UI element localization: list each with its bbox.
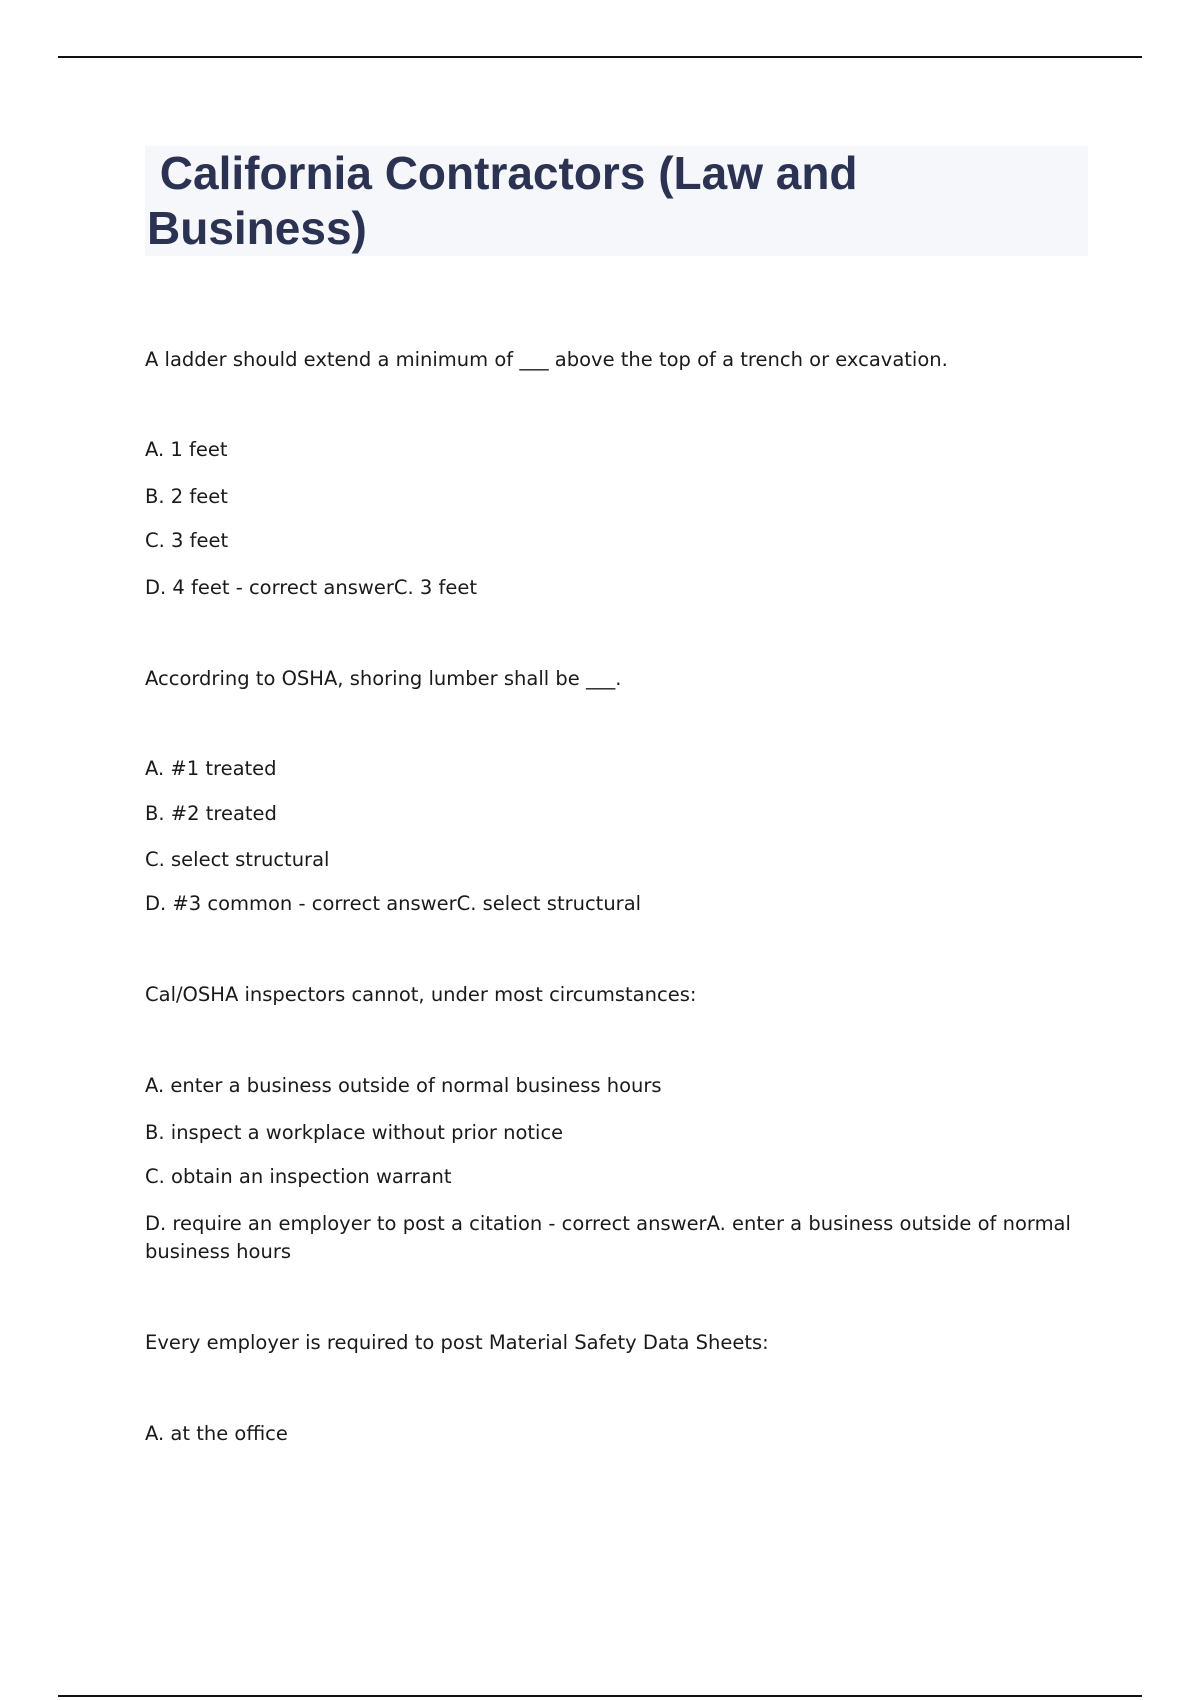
question-text: A ladder should extend a minimum of ___ above the top of a trench or excavation. [145,348,948,371]
question-text: Cal/OSHA inspectors cannot, under most circumstances: [145,983,697,1006]
question-text: Every employer is required to post Material Safety Data Sheets: [145,1331,769,1354]
document-title: California Contractors (Law and Business) [147,147,858,254]
answer-option: B. #2 treated [145,802,277,825]
answer-option: A. #1 treated [145,757,277,780]
question-text: Accordring to OSHA, shoring lumber shall be ___. [145,667,622,690]
bottom-divider [58,1695,1142,1697]
answer-option: B. inspect a workplace without prior notice [145,1121,564,1144]
top-divider [58,56,1142,58]
answer-option: D. 4 feet - correct answerC. 3 feet [145,576,477,599]
answer-option: D. require an employer to post a citation - correct answerA. enter a business outside of normal business hours [145,1212,1071,1263]
answer-option: C. 3 feet [145,529,229,552]
answer-option: A. at the office [145,1422,288,1445]
answer-option: C. obtain an inspection warrant [145,1165,452,1188]
answer-option: D. #3 common - correct answerC. select structural [145,892,642,915]
answer-option: A. enter a business outside of normal business hours [145,1074,662,1097]
answer-option: C. select structural [145,848,330,871]
answer-option: A. 1 feet [145,438,228,461]
answer-option: B. 2 feet [145,485,228,508]
